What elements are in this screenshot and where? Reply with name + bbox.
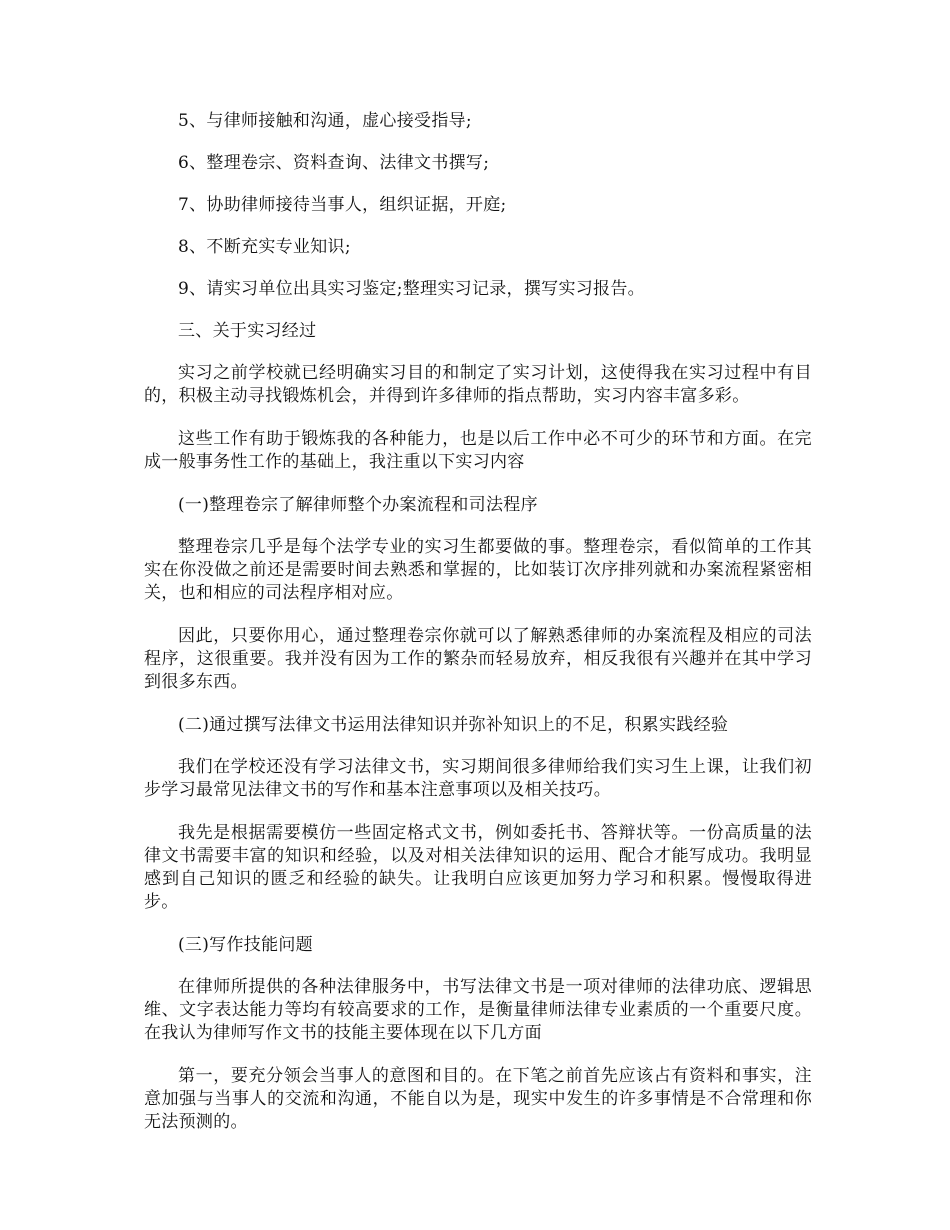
- paragraph-abilities: 这些工作有助于锻炼我的各种能力，也是以后工作中必不可少的环节和方面。在完成一般事务性工作的基础上，我注重以下实习内容: [144, 429, 812, 472]
- paragraph-legal-services: 在律师所提供的各种法律服务中，书写法律文书是一项对律师的法律功底、逻辑思维、文字表达能力等均有较高要求的工作，是衡量律师法律专业素质的一个重要尺度。在我认为律师写作文书的技能主要体现在以下几方面: [144, 977, 812, 1043]
- list-item-8: 8、不断充实专业知识;: [178, 237, 351, 257]
- list-item-5: 5、与律师接触和沟通，虚心接受指导;: [178, 111, 472, 131]
- section-heading-internship-process: 三、关于实习经过: [178, 321, 317, 341]
- list-item-9: 9、请实习单位出具实习鉴定;整理实习记录，撰写实习报告。: [178, 279, 645, 299]
- paragraph-imitation: 我先是根据需要模仿一些固定格式文书，例如委托书、答辩状等。一份高质量的法律文书需要丰富的知识和经验，以及对相关法律知识的运用、配合才能写成功。我明显感到自己知识的匮乏和经验的缺失。让我明白应该更加努力学习和积累。慢慢取得进步。: [144, 823, 812, 912]
- paragraph-school-training: 我们在学校还没有学习法律文书，实习期间很多律师给我们实习生上课，让我们初步学习最常见法律文书的写作和基本注意事项以及相关技巧。: [144, 757, 812, 800]
- list-item-6: 6、整理卷宗、资料查询、法律文书撰写;: [178, 153, 490, 173]
- paragraph-plan: 实习之前学校就已经明确实习目的和制定了实习计划，这使得我在实习过程中有目的，积极主动寻找锻炼机会，并得到许多律师的指点帮助，实习内容丰富多彩。: [144, 363, 812, 406]
- paragraph-case-files: 整理卷宗几乎是每个法学专业的实习生都要做的事。整理卷宗，看似简单的工作其实在你没做之前还是需要时间去熟悉和掌握的，比如装订次序排列就和办案流程紧密相关，也和相应的司法程序相对应。: [144, 537, 812, 603]
- paragraph-first-point: 第一，要充分领会当事人的意图和目的。在下笔之前首先应该占有资料和事实，注意加强与当事人的交流和沟通，不能自以为是，现实中发生的许多事情是不合常理和你无法预测的。: [144, 1066, 812, 1132]
- list-item-7: 7、协助律师接待当事人，组织证据，开庭;: [178, 195, 507, 215]
- subheading-writing-skills: (三)写作技能问题: [178, 935, 313, 955]
- subheading-case-files: (一)整理卷宗了解律师整个办案流程和司法程序: [178, 495, 538, 515]
- subheading-legal-documents: (二)通过撰写法律文书运用法律知识并弥补知识上的不足，积累实践经验: [178, 715, 729, 735]
- paragraph-therefore: 因此，只要你用心，通过整理卷宗你就可以了解熟悉律师的办案流程及相应的司法程序，这很重要。我并没有因为工作的繁杂而轻易放弃，相反我很有兴趣并在其中学习到很多东西。: [144, 626, 812, 692]
- document-body: [144, 110, 812, 1134]
